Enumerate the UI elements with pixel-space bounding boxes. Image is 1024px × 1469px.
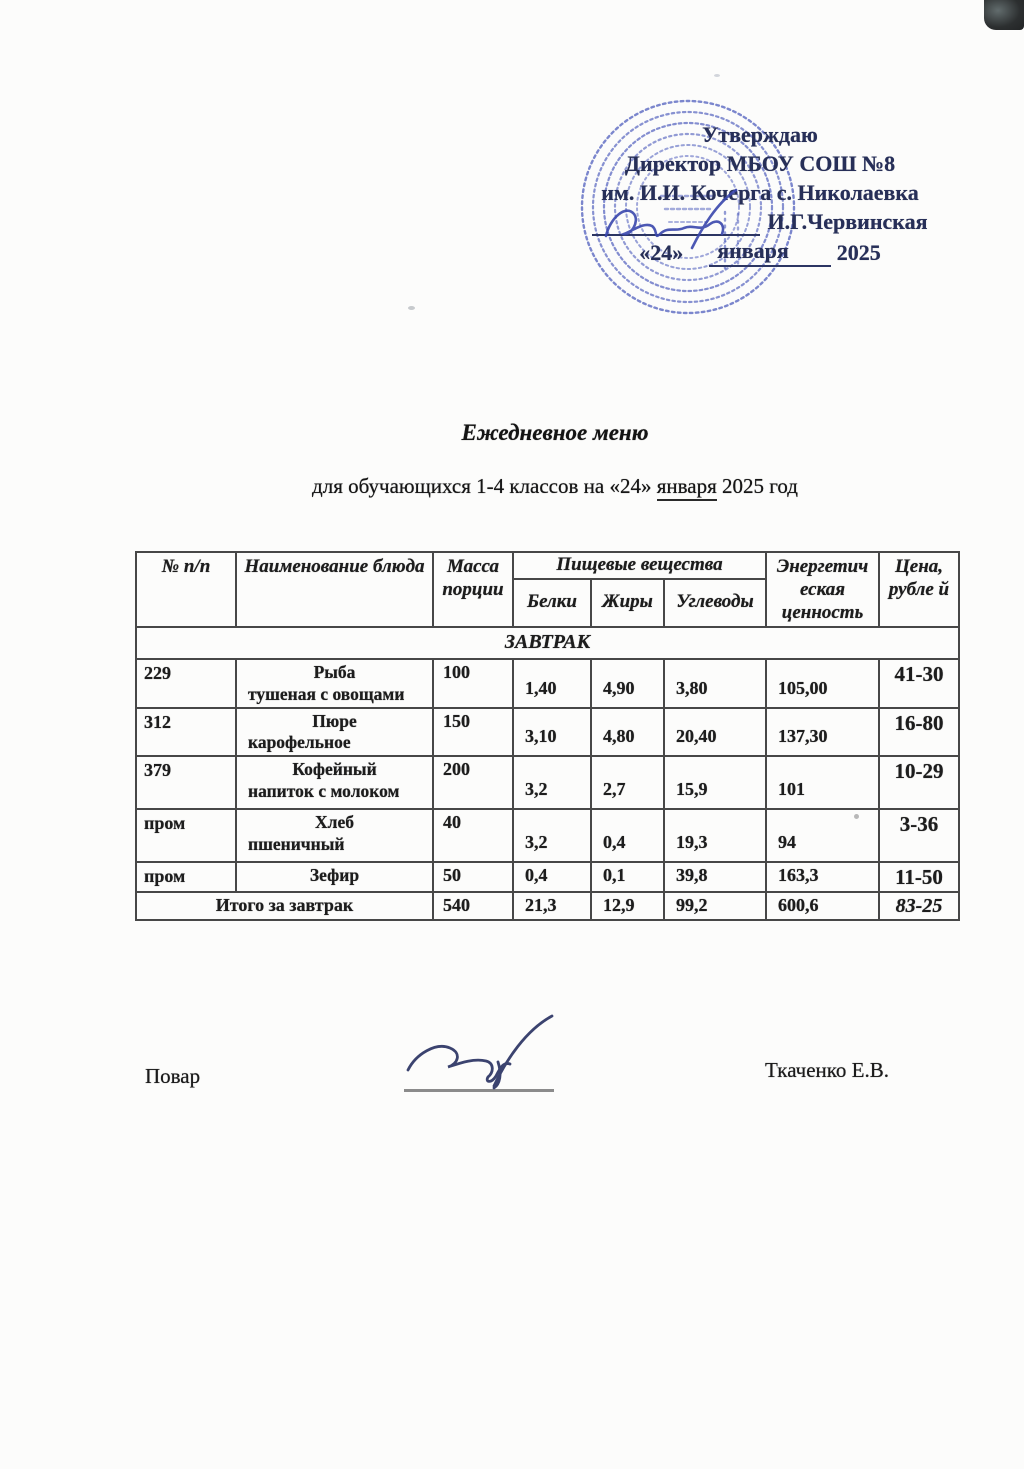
total-price: 83-25 bbox=[879, 892, 959, 920]
fat-value: 0,4 bbox=[591, 809, 664, 862]
total-protein: 21,3 bbox=[513, 892, 591, 920]
col-header-dish: Наименование блюда bbox=[236, 552, 433, 627]
director-signature-icon bbox=[600, 186, 750, 252]
cook-name: Ткаченко Е.В. bbox=[765, 1058, 890, 1082]
date-year: 2025 bbox=[836, 240, 881, 265]
row-id: пром bbox=[136, 809, 236, 862]
col-header-num: № п/п bbox=[136, 552, 236, 627]
subtitle-suffix: 2025 год bbox=[716, 474, 798, 498]
dish-name: Зефир bbox=[236, 862, 433, 892]
price-value: 3-36 bbox=[879, 809, 959, 862]
protein-value: 3,2 bbox=[513, 756, 591, 809]
price-value: 11-50 bbox=[879, 862, 959, 892]
carbs-value: 20,40 bbox=[664, 708, 766, 757]
scan-speck bbox=[714, 74, 720, 77]
page-title: Ежедневное меню bbox=[461, 420, 649, 445]
fat-value: 2,7 bbox=[591, 756, 664, 809]
col-header-carbs: Углеводы bbox=[664, 579, 766, 627]
total-energy: 600,6 bbox=[766, 892, 879, 920]
total-row bbox=[136, 892, 959, 920]
dish-name: Кофейный напиток с молоком bbox=[236, 756, 433, 809]
price-value: 41-30 bbox=[879, 659, 959, 708]
dish-name: Пюре карофельное bbox=[236, 708, 433, 757]
cook-signature-icon bbox=[398, 1014, 568, 1094]
subtitle-month: января bbox=[657, 474, 717, 501]
fat-value: 4,80 bbox=[591, 708, 664, 757]
total-fat: 12,9 bbox=[591, 892, 664, 920]
col-header-fat: Жиры bbox=[591, 579, 664, 627]
row-id: пром bbox=[136, 862, 236, 892]
protein-value: 0,4 bbox=[513, 862, 591, 892]
protein-value: 1,40 bbox=[513, 659, 591, 708]
energy-value: 94 bbox=[766, 809, 879, 862]
price-value: 10-29 bbox=[879, 756, 959, 809]
col-header-mass: Масса порции bbox=[433, 552, 513, 627]
approval-word: Утверждаю bbox=[702, 122, 818, 147]
mass-value: 150 bbox=[433, 708, 513, 757]
energy-value: 105,00 bbox=[766, 659, 879, 708]
date-month: января bbox=[709, 236, 797, 267]
carbs-value: 19,3 bbox=[664, 809, 766, 862]
date-underline-gap bbox=[797, 243, 831, 267]
total-carbs: 99,2 bbox=[664, 892, 766, 920]
mass-value: 40 bbox=[433, 809, 513, 862]
row-id: 229 bbox=[136, 659, 236, 708]
dish-name: Рыба тушеная с овощами bbox=[236, 659, 433, 708]
protein-value: 3,10 bbox=[513, 708, 591, 757]
mass-value: 100 bbox=[433, 659, 513, 708]
dish-name: Хлеб пшеничный bbox=[236, 809, 433, 862]
table-row bbox=[136, 756, 959, 809]
carbs-value: 15,9 bbox=[664, 756, 766, 809]
fat-value: 0,1 bbox=[591, 862, 664, 892]
menu-table bbox=[135, 551, 960, 921]
carbs-value: 39,8 bbox=[664, 862, 766, 892]
subtitle-prefix: для обучающихся 1-4 классов на «24» bbox=[312, 474, 657, 498]
row-id: 312 bbox=[136, 708, 236, 757]
carbs-value: 3,80 bbox=[664, 659, 766, 708]
table-row bbox=[136, 659, 959, 708]
energy-value: 101 bbox=[766, 756, 879, 809]
col-header-protein: Белки bbox=[513, 579, 591, 627]
col-header-nutrients: Пищевые вещества bbox=[513, 552, 766, 579]
mass-value: 200 bbox=[433, 756, 513, 809]
col-header-price: Цена, рубле й bbox=[879, 552, 959, 627]
table-row bbox=[136, 809, 959, 862]
energy-value: 163,3 bbox=[766, 862, 879, 892]
protein-value: 3,2 bbox=[513, 809, 591, 862]
date-day: «24» bbox=[639, 240, 684, 265]
total-mass: 540 bbox=[433, 892, 513, 920]
page-subtitle bbox=[95, 474, 1015, 499]
table-row bbox=[136, 862, 959, 892]
director-title: Директор МБОУ СОШ №8 bbox=[624, 151, 896, 176]
cook-role-label: Повар bbox=[145, 1064, 201, 1088]
scan-corner-artifact bbox=[984, 0, 1024, 30]
fat-value: 4,90 bbox=[591, 659, 664, 708]
total-label: Итого за завтрак bbox=[136, 892, 433, 920]
school-name: им. И.И. Кочерга с. Николаевка bbox=[601, 180, 919, 205]
price-value: 16-80 bbox=[879, 708, 959, 757]
table-row bbox=[136, 708, 959, 757]
scan-speck bbox=[408, 306, 415, 310]
section-breakfast: ЗАВТРАК bbox=[136, 627, 959, 659]
row-id: 379 bbox=[136, 756, 236, 809]
col-header-energy: Энергетич еская ценность bbox=[766, 552, 879, 627]
director-name: И.Г.Червинская bbox=[767, 209, 928, 234]
mass-value: 50 bbox=[433, 862, 513, 892]
energy-value: 137,30 bbox=[766, 708, 879, 757]
